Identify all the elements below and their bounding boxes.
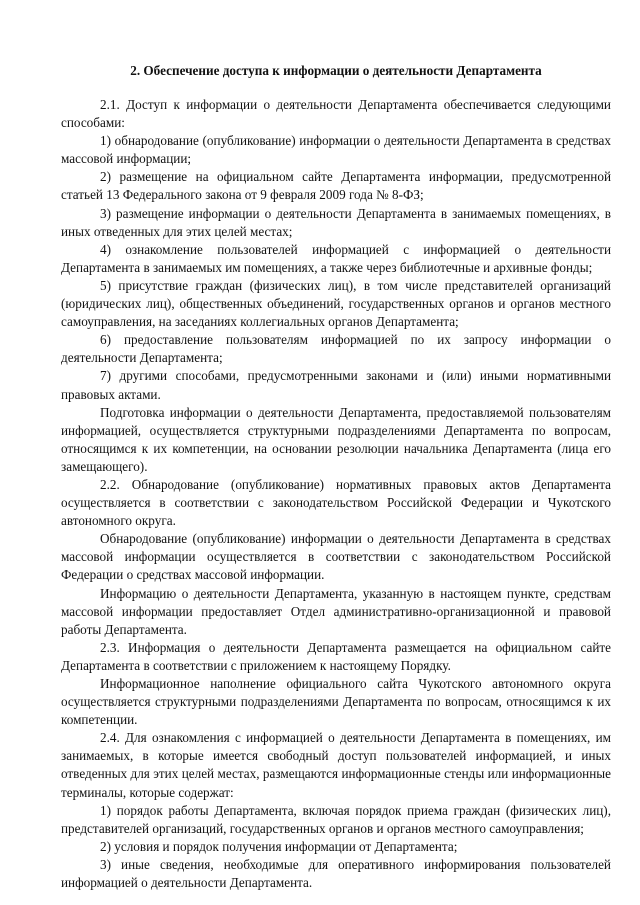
stand-item-2: 2) условия и порядок получения информации от Департамента; xyxy=(100,838,458,854)
list-item-4: 4) ознакомление пользователей информацией с информацией о деятельности Департамента в занимаемых им помещениях, а также через библиотечные и архивные фонды; xyxy=(61,241,611,275)
paragraph-2-1: 2.1. Доступ к информации о деятельности Департамента обеспечивается следующими способами: xyxy=(61,97,611,131)
list-item-5: 5) присутствие граждан (физических лиц), в том числе представителей организаций (юридических лиц), общественных объединений, государственных органов и органов местного самоуправления, на заседаниях коллегиальных органов Департамента; xyxy=(61,277,611,330)
stand-item-1: 1) порядок работы Департамента, включая порядок приема граждан (физических лиц), представителей организаций, государственных органов и органов местного самоуправления; xyxy=(61,802,611,836)
paragraph-2-2: 2.2. Обнародование (опубликование) нормативных правовых актов Департамента осуществляется в соответствии с законодательством Российской Федерации и Чукотского автономного округа. xyxy=(61,476,611,529)
stand-item-3: 3) иные сведения, необходимые для оперативного информирования пользователей информацией о деятельности Департамента. xyxy=(61,856,611,891)
list-item-1: 1) обнародование (опубликование) информации о деятельности Департамента в средствах массовой информации; xyxy=(61,133,611,167)
paragraph-2-3: 2.3. Информация о деятельности Департамента размещается на официальном сайте Департамента в соответствии с приложением к настоящему Порядку. xyxy=(61,639,611,673)
paragraph-2-4: 2.4. Для ознакомления с информацией о деятельности Департамента в помещениях, им занимаемых, в которые имеется свободный доступ пользователей информацией, и иных отведенных для этих целей местах, размещаются информационные стенды или информационные терминалы, которые содержат: xyxy=(61,730,611,800)
section-title: 2. Обеспечение доступа к информации о деятельности Департамента xyxy=(130,63,542,78)
document-body xyxy=(61,62,611,892)
paragraph-preparation: Подготовка информации о деятельности Департамента, предоставляемой пользователям информацией, осуществляется структурными подразделениями Департамента по вопросам, относящимся к их компетенции, на основании резолюции начальника Департамента (лица его замещающего). xyxy=(61,404,611,474)
list-item-3: 3) размещение информации о деятельности Департамента в занимаемых помещениях, в иных отведенных для этих целей местах; xyxy=(61,205,611,239)
list-item-6: 6) предоставление пользователям информацией по их запросу информации о деятельности Департамента; xyxy=(61,332,611,366)
paragraph-site-content: Информационное наполнение официального сайта Чукотского автономного округа осуществляется структурными подразделениями Департамента по вопросам, относящимся к их компетенции. xyxy=(61,676,611,728)
paragraph-media-publication: Обнародование (опубликование) информации о деятельности Департамента в средствах массовой информации осуществляется в соответствии с законодательством Российской Федерации о средствах массовой информации. xyxy=(61,531,611,583)
paragraph-media-information: Информацию о деятельности Департамента, указанную в настоящем пункте, средствам массовой информации предоставляет Отдел административно-организационной и правовой работы Департамента. xyxy=(61,585,611,637)
list-item-2: 2) размещение на официальном сайте Департамента информации, предусмотренной статьей 13 Федерального закона от 9 февраля 2009 года № 8-ФЗ; xyxy=(61,169,611,203)
list-item-7: 7) другими способами, предусмотренными законами и (или) иными нормативными правовых актами. xyxy=(61,368,611,402)
